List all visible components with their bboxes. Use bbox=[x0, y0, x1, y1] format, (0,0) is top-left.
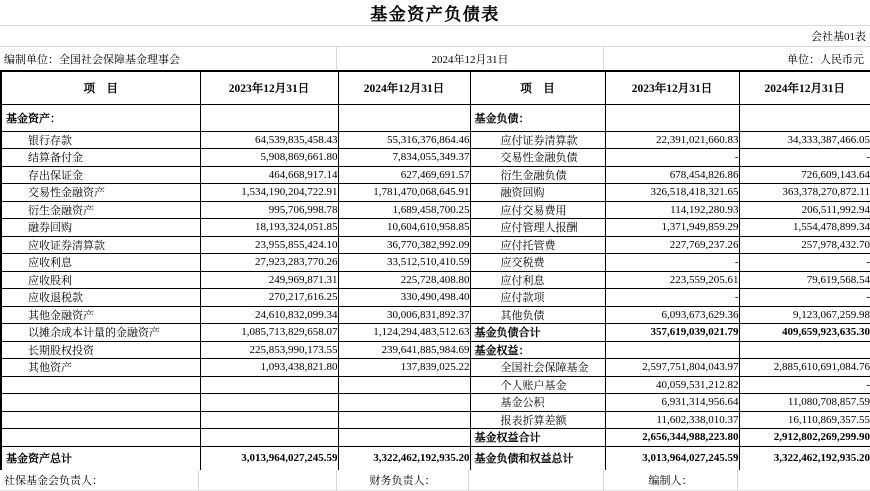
value-cell: 995,706,998.78 bbox=[200, 201, 338, 219]
table-row bbox=[1, 184, 870, 202]
value-cell: 409,659,923,635.30 bbox=[739, 324, 870, 342]
value-cell: 726,609,143.64 bbox=[739, 166, 870, 184]
value-cell: 225,728,408.80 bbox=[338, 271, 470, 289]
left-label-cell: 应收证券清算款 bbox=[1, 236, 200, 254]
value-cell: - bbox=[605, 254, 739, 272]
value-cell: 2,912,802,269,299.90 bbox=[739, 429, 870, 447]
table-row bbox=[1, 359, 870, 377]
value-cell bbox=[200, 411, 338, 429]
page-title: 基金资产负债表 bbox=[370, 5, 500, 24]
title-row bbox=[0, 0, 870, 26]
value-cell: 114,192,280.93 bbox=[605, 201, 739, 219]
empty-label-cell bbox=[1, 411, 200, 429]
table-row bbox=[1, 201, 870, 219]
value-cell: 3,322,462,192,935.20 bbox=[739, 446, 870, 470]
value-cell bbox=[200, 429, 338, 447]
left-label-cell: 基金资产： bbox=[1, 104, 200, 131]
right-label-cell: 应交税费 bbox=[470, 254, 605, 272]
table-row bbox=[1, 219, 870, 237]
table-row bbox=[1, 271, 870, 289]
value-cell: 627,469,691.57 bbox=[338, 166, 470, 184]
value-cell: - bbox=[605, 289, 739, 307]
value-cell: 137,839,025.22 bbox=[338, 359, 470, 377]
value-cell bbox=[200, 394, 338, 412]
finance-head-label: 财务负责人： bbox=[337, 470, 469, 490]
header-item-left: 项 目 bbox=[1, 71, 200, 104]
value-cell: 1,534,190,204,722.91 bbox=[200, 184, 338, 202]
value-cell bbox=[338, 411, 470, 429]
left-label-cell: 结算备付金 bbox=[1, 149, 200, 167]
value-cell: 1,554,478,899.34 bbox=[739, 219, 870, 237]
value-cell bbox=[338, 394, 470, 412]
header-2024-left: 2024年12月31日 bbox=[338, 71, 470, 104]
value-cell: 1,371,949,859.29 bbox=[605, 219, 739, 237]
doc-code-row bbox=[0, 26, 870, 47]
value-cell: 55,316,376,864.46 bbox=[338, 131, 470, 149]
value-cell: 24,610,832,099.34 bbox=[200, 306, 338, 324]
value-cell: 363,378,270,872.11 bbox=[739, 184, 870, 202]
table-row bbox=[1, 376, 870, 394]
value-cell: 9,123,067,259.98 bbox=[739, 306, 870, 324]
left-label-cell: 其他资产 bbox=[1, 359, 200, 377]
value-cell bbox=[739, 341, 870, 359]
table-row bbox=[1, 394, 870, 412]
value-cell bbox=[200, 376, 338, 394]
value-cell bbox=[605, 341, 739, 359]
value-cell: 36,770,382,992.09 bbox=[338, 236, 470, 254]
council-head-label: 社保基金会负责人： bbox=[0, 470, 199, 490]
value-cell: 7,834,055,349.37 bbox=[338, 149, 470, 167]
value-cell: 1,781,470,068,645.91 bbox=[338, 184, 470, 202]
value-cell: 3,013,964,027,245.59 bbox=[200, 446, 338, 470]
table-body bbox=[1, 104, 870, 470]
value-cell: 249,969,871.31 bbox=[200, 271, 338, 289]
right-label-cell: 应付托管费 bbox=[470, 236, 605, 254]
right-label-cell: 基金权益： bbox=[470, 341, 605, 359]
right-label-cell: 个人账户基金 bbox=[470, 376, 605, 394]
table-row bbox=[1, 104, 870, 131]
value-cell: 34,333,387,466.05 bbox=[739, 131, 870, 149]
table-row bbox=[1, 166, 870, 184]
value-cell bbox=[200, 104, 338, 131]
value-cell bbox=[338, 104, 470, 131]
table-row bbox=[1, 131, 870, 149]
value-cell: 64,539,835,458.43 bbox=[200, 131, 338, 149]
right-label-cell: 应付利息 bbox=[470, 271, 605, 289]
empty-label-cell bbox=[1, 376, 200, 394]
right-label-cell: 应付证券清算款 bbox=[470, 131, 605, 149]
value-cell bbox=[338, 376, 470, 394]
value-cell: 22,391,021,660.83 bbox=[605, 131, 739, 149]
header-item-right: 项 目 bbox=[470, 71, 605, 104]
value-cell: - bbox=[739, 289, 870, 307]
table-row bbox=[1, 306, 870, 324]
currency-unit: 单位：人民币元 bbox=[787, 53, 864, 66]
value-cell: 40,059,531,212.82 bbox=[605, 376, 739, 394]
signature-spacer bbox=[469, 470, 604, 490]
right-label-cell: 基金负债和权益总计 bbox=[470, 446, 605, 470]
value-cell: 206,511,992.94 bbox=[739, 201, 870, 219]
value-cell: 357,619,039,021.79 bbox=[605, 324, 739, 342]
report-date: 2024年12月31日 bbox=[337, 47, 604, 70]
left-label-cell: 衍生金融资产 bbox=[1, 201, 200, 219]
value-cell: 464,668,917.14 bbox=[200, 166, 338, 184]
value-cell: 2,656,344,988,223.80 bbox=[605, 429, 739, 447]
table-row bbox=[1, 254, 870, 272]
value-cell: - bbox=[739, 254, 870, 272]
value-cell: 330,490,498.40 bbox=[338, 289, 470, 307]
right-label-cell: 其他负债 bbox=[470, 306, 605, 324]
value-cell: 225,853,990,173.55 bbox=[200, 341, 338, 359]
left-label-cell: 融券回购 bbox=[1, 219, 200, 237]
value-cell: 1,124,294,483,512.63 bbox=[338, 324, 470, 342]
value-cell: 270,217,616.25 bbox=[200, 289, 338, 307]
value-cell: 16,110,869,357.55 bbox=[739, 411, 870, 429]
empty-label-cell bbox=[1, 429, 200, 447]
value-cell: 5,908,869,661.80 bbox=[200, 149, 338, 167]
table-row bbox=[1, 236, 870, 254]
empty-label-cell bbox=[1, 394, 200, 412]
value-cell: 27,923,283,770.26 bbox=[200, 254, 338, 272]
right-label-cell: 基金权益合计 bbox=[470, 429, 605, 447]
value-cell: 30,006,831,892.37 bbox=[338, 306, 470, 324]
table-row bbox=[1, 341, 870, 359]
value-cell: - bbox=[739, 149, 870, 167]
value-cell: 678,454,826.86 bbox=[605, 166, 739, 184]
value-cell: 23,955,855,424.10 bbox=[200, 236, 338, 254]
left-label-cell: 基金资产总计 bbox=[1, 446, 200, 470]
value-cell bbox=[338, 429, 470, 447]
table-row bbox=[1, 411, 870, 429]
table-row bbox=[1, 324, 870, 342]
value-cell: 10,604,610,958.85 bbox=[338, 219, 470, 237]
left-label-cell: 长期股权投资 bbox=[1, 341, 200, 359]
value-cell: 79,619,568.54 bbox=[739, 271, 870, 289]
value-cell bbox=[605, 104, 739, 131]
right-label-cell: 应付管理人报酬 bbox=[470, 219, 605, 237]
value-cell: 18,193,324,051.85 bbox=[200, 219, 338, 237]
header-2023-left: 2023年12月31日 bbox=[200, 71, 338, 104]
table-wrap bbox=[0, 70, 870, 470]
table-row bbox=[1, 429, 870, 447]
signature-spacer bbox=[738, 470, 870, 490]
value-cell: 11,080,708,857.59 bbox=[739, 394, 870, 412]
table-row bbox=[1, 446, 870, 470]
value-cell: 1,093,438,821.80 bbox=[200, 359, 338, 377]
prepared-by: 编制单位：全国社会保障基金理事会 bbox=[0, 47, 337, 70]
value-cell: 11,602,338,010.37 bbox=[605, 411, 739, 429]
left-label-cell: 其他金融资产 bbox=[1, 306, 200, 324]
signature-spacer bbox=[199, 470, 337, 490]
prep-row bbox=[0, 47, 870, 70]
table-row bbox=[1, 149, 870, 167]
value-cell: 6,093,673,629.36 bbox=[605, 306, 739, 324]
left-label-cell: 银行存款 bbox=[1, 131, 200, 149]
table-header-row bbox=[1, 71, 870, 104]
left-label-cell: 交易性金融资产 bbox=[1, 184, 200, 202]
left-label-cell: 应收股利 bbox=[1, 271, 200, 289]
doc-code: 会社基01表 bbox=[811, 31, 866, 43]
right-label-cell: 交易性金融负债 bbox=[470, 149, 605, 167]
value-cell: 6,931,314,956.64 bbox=[605, 394, 739, 412]
value-cell: 1,085,713,829,658.07 bbox=[200, 324, 338, 342]
value-cell: - bbox=[739, 376, 870, 394]
value-cell: 2,885,610,691,084.76 bbox=[739, 359, 870, 377]
value-cell: 3,013,964,027,245.59 bbox=[605, 446, 739, 470]
value-cell: 2,597,751,804,043.97 bbox=[605, 359, 739, 377]
value-cell: 326,518,418,321.65 bbox=[605, 184, 739, 202]
header-2024-right: 2024年12月31日 bbox=[739, 71, 870, 104]
right-label-cell: 应付款项 bbox=[470, 289, 605, 307]
value-cell: 257,978,432.70 bbox=[739, 236, 870, 254]
value-cell bbox=[739, 104, 870, 131]
right-label-cell: 全国社会保障基金 bbox=[470, 359, 605, 377]
value-cell: 33,512,510,410.59 bbox=[338, 254, 470, 272]
left-label-cell: 应收退税款 bbox=[1, 289, 200, 307]
preparer-label: 编制人： bbox=[604, 470, 738, 490]
right-label-cell: 融资回购 bbox=[470, 184, 605, 202]
left-label-cell: 存出保证金 bbox=[1, 166, 200, 184]
right-label-cell: 应付交易费用 bbox=[470, 201, 605, 219]
right-label-cell: 基金公积 bbox=[470, 394, 605, 412]
value-cell: 239,641,885,984.69 bbox=[338, 341, 470, 359]
signature-row bbox=[0, 470, 870, 491]
table-row bbox=[1, 289, 870, 307]
balance-table bbox=[0, 70, 870, 470]
value-cell: 223,559,205.61 bbox=[605, 271, 739, 289]
header-2023-right: 2023年12月31日 bbox=[605, 71, 739, 104]
value-cell: - bbox=[605, 149, 739, 167]
left-label-cell: 以摊余成本计量的金融资产 bbox=[1, 324, 200, 342]
right-label-cell: 基金负债： bbox=[470, 104, 605, 131]
right-label-cell: 报表折算差额 bbox=[470, 411, 605, 429]
value-cell: 1,689,458,700.25 bbox=[338, 201, 470, 219]
right-label-cell: 衍生金融负债 bbox=[470, 166, 605, 184]
right-label-cell: 基金负债合计 bbox=[470, 324, 605, 342]
left-label-cell: 应收利息 bbox=[1, 254, 200, 272]
value-cell: 227,769,237.26 bbox=[605, 236, 739, 254]
value-cell: 3,322,462,192,935.20 bbox=[338, 446, 470, 470]
